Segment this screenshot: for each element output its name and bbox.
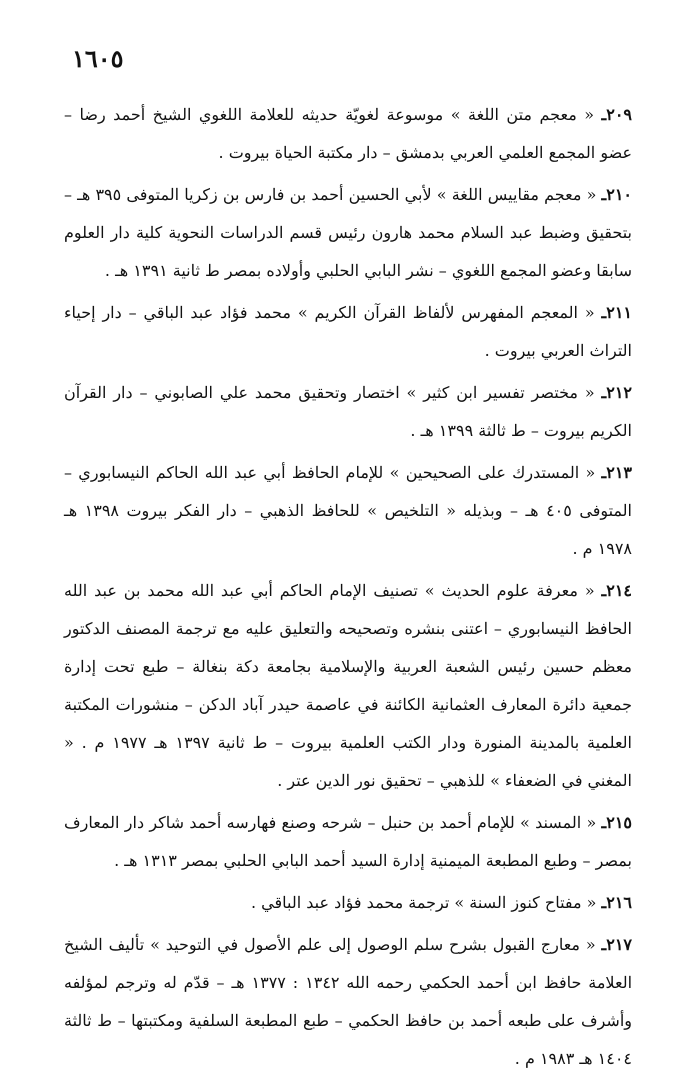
entry-text: « معجم مقاييس اللغة » لأبي الحسين أحمد بن فارس بن زكريا المتوفى ٣٩٥ هـ – بتحقيق وضبط عبد السلام محمد هارون رئيس قسم الدراسات النحوية كلية دار العلوم سابقا وعضو المجمع اللغوي – نشر البابي الحلبي وأولاده بمصر ط ثانية ١٣٩١ هـ .	[64, 185, 632, 280]
entry-number: ٢٠٩ـ	[601, 105, 632, 124]
entry-number: ٢١٧ـ	[601, 935, 632, 954]
entry-number: ٢١٥ـ	[601, 813, 632, 832]
entry-text: « معرفة علوم الحديث » تصنيف الإمام الحاكم أبي عبد الله محمد بن عبد الله الحافظ النيسابوري – اعتنى بنشره وتصحيحه والتعليق عليه مع ترجمة المصنف الدكتور معظم حسين رئيس الشعبة العربية والإسلامية بجامعة دكة بنغالة – طبع تحت إدارة جمعية دائرة المعارف العثمانية الكائنة في عاصمة حيدر آباد الدكن – منشورات المكتبة العلمية بالمدينة المنورة ودار الكتب العلمية بيروت – ط ثانية ١٣٩٧ هـ ١٩٧٧ م . « المغني في الضعفاء » للذهبي – تحقيق نور الدين عتر .	[64, 581, 632, 790]
entry-number: ٢١٦ـ	[601, 893, 632, 912]
entry-text: « مفتاح كنوز السنة » ترجمة محمد فؤاد عبد الباقي .	[250, 893, 602, 912]
entry-number: ٢١٠ـ	[601, 185, 632, 204]
bibliography-entry-212	[64, 374, 632, 450]
entry-text: « المسند » للإمام أحمد بن حنبل – شرحه وصنع فهارسه أحمد شاكر دار المعارف بمصر – وطبع المطبعة الميمنية إدارة السيد أحمد البابي الحلبي بمصر ١٣١٣ هـ .	[64, 813, 632, 870]
entry-text: « معجم متن اللغة » موسوعة لغويّة حديثه للعلامة اللغوي الشيخ أحمد رضا – عضو المجمع العلمي العربي بدمشق – دار مكتبة الحياة بيروت .	[64, 105, 632, 162]
entry-text: « المستدرك على الصحيحين » للإمام الحافظ أبي عبد الله الحاكم النيسابوري – المتوفى ٤٠٥ هـ – وبذيله « التلخيص » للحافظ الذهبي – دار الفكر بيروت ١٣٩٨ هـ ١٩٧٨ م .	[64, 463, 633, 558]
bibliography-entry-215	[64, 804, 632, 880]
bibliography-entry-210	[64, 176, 632, 290]
entry-number: ٢١٢ـ	[601, 383, 632, 402]
bibliography-entry-216	[64, 884, 632, 922]
entry-text: « مختصر تفسير ابن كثير » اختصار وتحقيق محمد علي الصابوني – دار القرآن الكريم بيروت – ط ثالثة ١٣٩٩ هـ .	[64, 383, 632, 440]
page-number: ١٦٠٥	[72, 44, 124, 73]
bibliography-entry-217	[64, 926, 632, 1078]
bibliography-entry-213	[64, 454, 632, 568]
entry-number: ٢١٣ـ	[601, 463, 632, 482]
entry-text: « معارج القبول بشرح سلم الوصول إلى علم الأصول في التوحيد » تأليف الشيخ العلامة حافظ ابن أحمد الحكمي رحمه الله ١٣٤٢ : ١٣٧٧ هـ – قدّم له وترجم لمؤلفه وأشرف على طبعه أحمد بن حافظ الحكمي – طبع المطبعة السلفية ومكتبتها – ط ثالثة ١٤٠٤ هـ ١٩٨٣ م .	[64, 935, 633, 1068]
bibliography-list	[64, 96, 632, 1082]
bibliography-entry-211	[64, 294, 632, 370]
bibliography-entry-209	[64, 96, 632, 172]
entry-number: ٢١١ـ	[601, 303, 632, 322]
entry-text: « المعجم المفهرس لألفاظ القرآن الكريم » محمد فؤاد عبد الباقي – دار إحياء التراث العربي بيروت .	[64, 303, 632, 360]
entry-number: ٢١٤ـ	[601, 581, 632, 600]
bibliography-entry-214	[64, 572, 632, 800]
